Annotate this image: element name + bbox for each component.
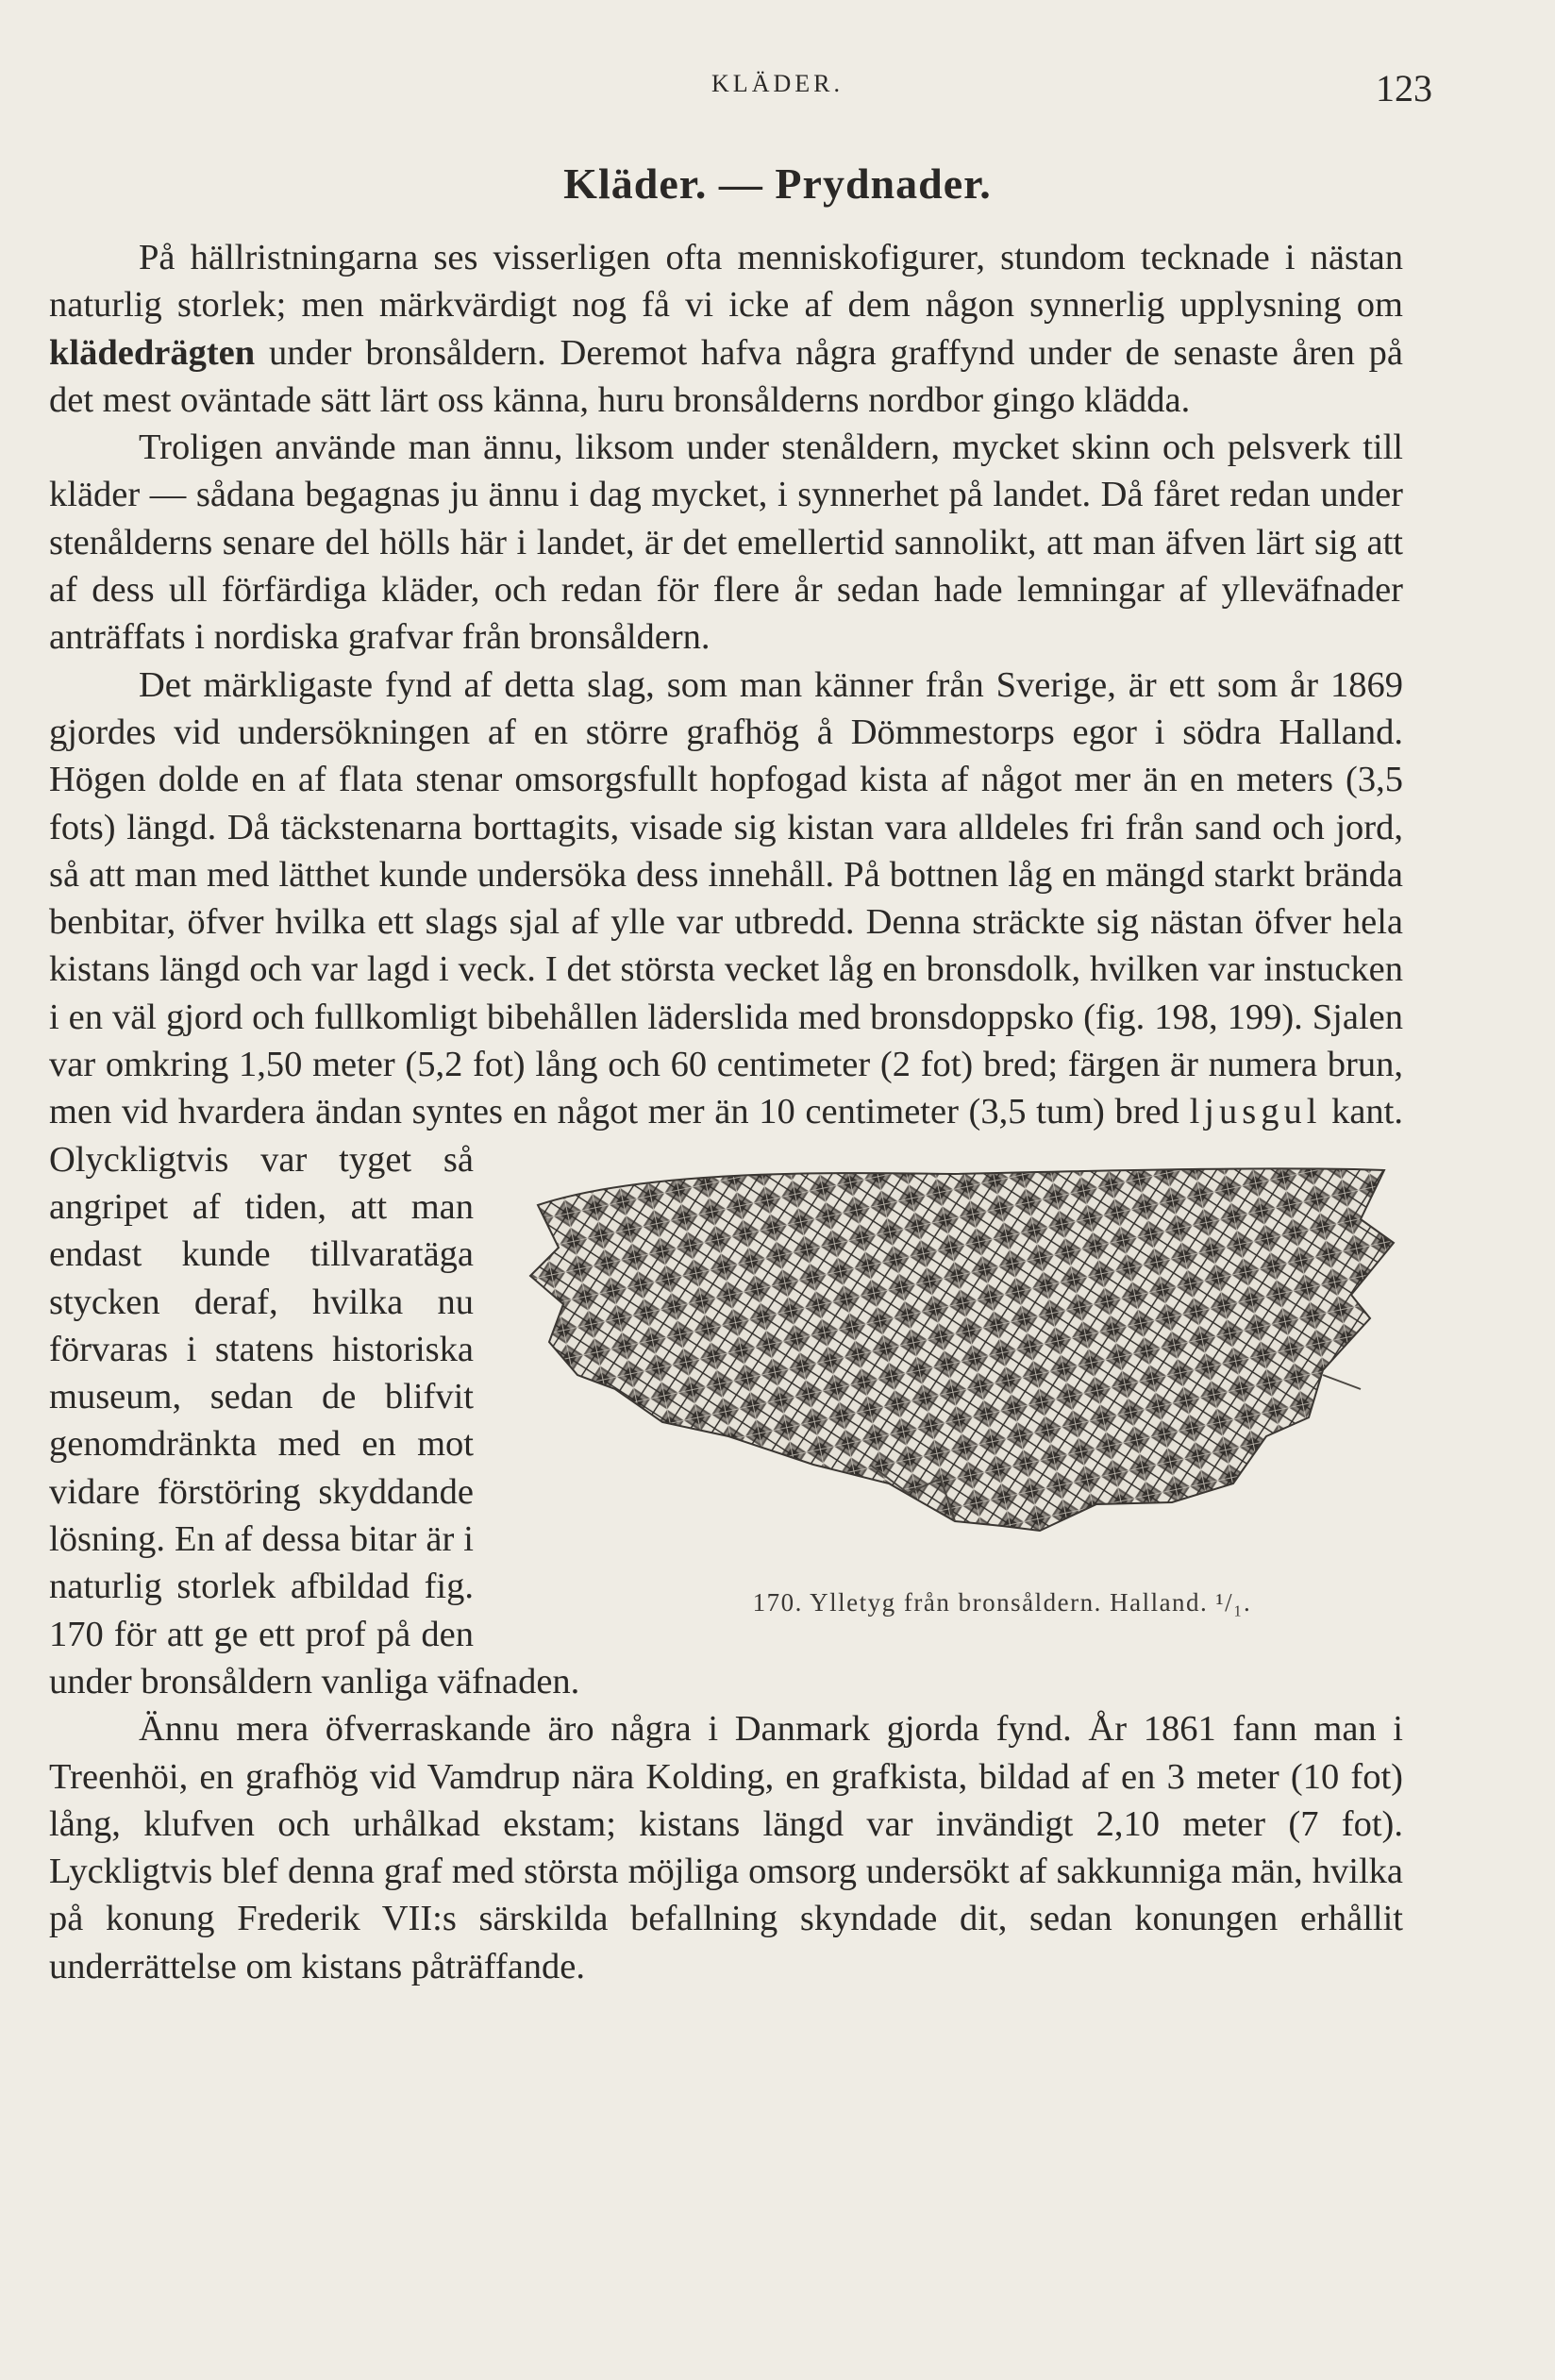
running-head: [0, 66, 1555, 113]
emphasis-term: klädedrägten: [49, 332, 256, 373]
paragraph-3-text-start: Det märkligaste fynd af detta slag, som man känner från Sverige, är ett som år 1869 gjordes vid undersökningen af en större grafhög å Dömmestorps egor i södra Halland. Högen dolde en af flata stenar omsorgsfullt hopfogad kista af något mer än en meters (3,5 fots) längd. Då täckstenarna borttagits, visade sig kistan vara alldeles fri från sand och jord, så att man med lätthet kunde undersöka dess innehåll. På bottnen låg en mängd starkt brända benbitar, öfver hvilka ett slags sjal af ylle var utbredd. Denna sträckte sig nästan öfver hela kistans längd och var lagd i veck. I det största vecket låg en bronsdolk, hvilken var instucken i en väl gjord och fullkomligt bibehållen läderslida med bronsdoppsko (fig. 198, 199). Sjalen var omkring 1,50 meter (5,2 fot) lång och 60 centimeter (2 fot) bred; färgen är numera brun, men vid hvardera ändan syntes en något mer än 10 centimeter (3,5 tum) bred: [49, 664, 1403, 1132]
paragraph-1-text: På hällristningarna ses visserligen ofta menniskofigurer, stundom tecknade i nästan naturlig storlek; men märkvärdigt nog få vi icke af dem någon synnerlig upplysning om: [49, 238, 1403, 326]
running-title: KLÄDER.: [711, 70, 844, 97]
paragraph-1: [49, 234, 1403, 424]
body-text: [49, 234, 1403, 1990]
figure-caption: 170. Ylletyg från bronsåldern. Halland. ¹/₁.: [752, 1587, 1252, 1617]
page-number: 123: [1376, 67, 1432, 109]
paragraph-1-text-end: under bronsåldern. Deremot hafva några graffynd under de senaste åren på det mest oväntade sätt lärt oss känna, huru bronsålderns nordbor gingo klädda.: [49, 332, 1403, 420]
figure-170: [511, 1153, 1403, 1634]
woven-fabric-illustration: [511, 1153, 1403, 1564]
paragraph-4: Ännu mera öfverraskande äro några i Danmark gjorda fynd. År 1861 fann man i Treenhöi, en grafhög vid Vamdrup nära Kolding, en grafkista, bildad af en 3 meter (10 fot) lång, klufven och urhålkad ekstam; kistans längd var invändigt 2,10 meter (7 fot). Lyckligtvis blef denna graf med största möjliga omsorg undersökt af sakkunniga män, hvilka på konung Frederik VII:s särskilda befallning skyndade dit, sedan konungen erhållit underrättelse om kistans påträffande.: [49, 1709, 1403, 1986]
paragraph-3: [49, 662, 1403, 1706]
paragraph-3-text-end: kant. Olyckligtvis var tyget så angripet af tiden, att man endast kunde tillvaratäga stycken deraf, hvilka nu förvaras i statens historiska museum, sedan de blifvit genomdränkta med en mot vidare förstöring skyddande lösning. En af dessa bitar är i naturlig storlek afbildad fig. 170 för att ge ett prof på den under bronsåldern vanliga väfnaden.: [49, 1092, 1403, 1701]
section-title: Kläder. — Prydnader.: [563, 159, 992, 208]
spaced-word: ljusgul: [1189, 1092, 1322, 1132]
paragraph-2: Troligen använde man ännu, liksom under stenåldern, mycket skinn och pelsverk till kläder — sådana begagnas ju ännu i dag mycket, i synnerhet på landet. Då fåret redan under stenålderns senare del hölls här i landet, är det emellertid sannolikt, att man äfven lärt sig att af dess ull förfärdiga kläder, och redan för flere år sedan hade lemningar af ylleväfnader anträffats i nordiska grafvar från bronsåldern.: [49, 427, 1403, 658]
